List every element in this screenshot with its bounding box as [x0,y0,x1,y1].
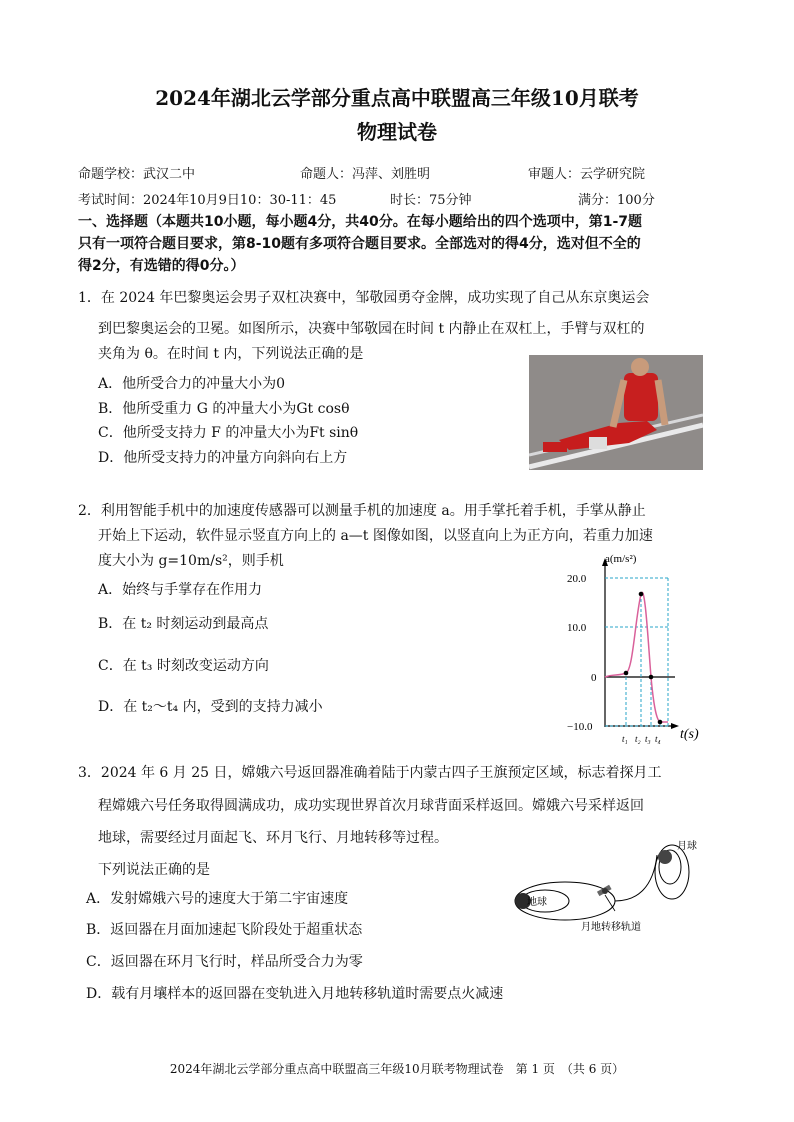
q3-line: 3．2024 年 6 月 25 日，嫦娥六号返回器准确着陆于内蒙古四子王旗预定区域，标志着探月工 [78,765,662,781]
page-footer: 2024年湖北云学部分重点高中联盟高三年级10月联考物理试卷 第 1 页 （共 6 页） [169,1062,625,1076]
q2-option-b: B．在 t₂ 时刻运动到最高点 [98,616,269,632]
x-axis-label: t(s) [680,727,699,742]
spacecraft-icon [597,885,612,896]
acceleration-curve [605,592,668,722]
y-tick: 0 [591,672,597,684]
meta-full-score: 满分：100分 [578,193,655,208]
q3-prompt: 下列说法正确的是 [98,862,210,878]
transfer-orbit-label: 月地转移轨道 [581,922,641,933]
point-t3 [649,675,654,680]
orbit-pointer [605,895,615,911]
point-t4 [658,720,663,725]
moon-label: 月球 [677,841,697,852]
q1-option-d: D．他所受支持力的冲量方向斜向右上方 [98,450,348,466]
moon-icon [658,850,672,864]
q1-option-c: C．他所受支持力 F 的冲量大小为Ft sinθ [98,425,359,441]
q2-option-c: C．在 t₃ 时刻改变运动方向 [98,658,269,674]
gymnast-illustration [529,355,703,470]
y-axis-label: a(m/s²) [605,553,637,565]
transfer-orbit [615,855,657,901]
meta-reviewer: 审题人：云学研究院 [528,167,646,182]
q3-option-a: A．发射嫦娥六号的速度大于第二宇宙速度 [86,891,349,907]
y-tick: −10.0 [567,721,593,733]
x-tick: t₃ [645,734,651,744]
section-instructions [78,211,718,277]
q1-line: 夹角为 θ。在时间 t 内，下列说法正确的是 [98,346,364,362]
point-t2 [639,592,644,597]
x-tick: t₄ [655,734,661,744]
instruction-line: 得2分，有选错的得0分。） [78,258,245,274]
x-tick: t₁ [622,734,628,744]
earth-label: 地球 [527,897,547,908]
q1-line: 到巴黎奥运会的卫冕。如图所示，决赛中邹敬园在时间 t 内静止在双杠上，手臂与双杠的 [98,321,645,337]
q2-option-d: D．在 t₂～t₄ 内，受到的支持力减小 [98,699,323,715]
gymnast-photo [529,355,703,470]
q1-option-a: A．他所受合力的冲量大小为0 [98,376,286,392]
q3-option-d: D．载有月壤样本的返回器在变轨进入月地转移轨道时需要点火减速 [86,986,504,1002]
q3-option-c: C．返回器在环月飞行时，样品所受合力为零 [86,954,363,970]
exam-title: 2024年湖北云学部分重点高中联盟高三年级10月联考 [155,86,639,110]
q2-line: 度大小为 g=10m/s²，则手机 [98,553,284,569]
q2-line: 开始上下运动，软件显示竖直方向上的 a—t 图像如图，以竖直向上为正方向，若重力加速 [98,528,653,544]
x-tick: t₂ [635,734,641,744]
instruction-line: 只有一项符合题目要求，第8-10题有多项符合题目要求。全部选对的得4分，选对但不全的 [78,236,641,252]
meta-duration: 时长：75分钟 [390,193,472,208]
meta-school: 命题学校：武汉二中 [78,167,196,182]
meta-exam-time: 考试时间：2024年10月9日10：30-11：45 [78,193,337,208]
y-tick: 10.0 [567,622,587,634]
acceleration-time-graph [565,550,715,750]
earth-moon-transfer-diagram [505,835,705,935]
q2-line: 2．利用智能手机中的加速度传感器可以测量手机的加速度 a。用手掌托着手机，手掌从静止 [78,503,646,519]
x-axis-arrow [671,723,679,729]
y-tick: 20.0 [567,573,587,585]
point-t1 [624,671,629,676]
q3-line: 地球，需要经过月面起飞、环月飞行、月地转移等过程。 [98,830,448,846]
q1-option-b: B．他所受重力 G 的冲量大小为Gt cosθ [98,401,350,417]
meta-author: 命题人：冯萍、刘胜明 [300,167,431,182]
q2-option-a: A．始终与手掌存在作用力 [98,582,263,598]
q3-option-b: B．返回器在月面加速起飞阶段处于超重状态 [86,922,363,938]
exam-subtitle: 物理试卷 [357,120,437,144]
q1-line: 1．在 2024 年巴黎奥运会男子双杠决赛中，邹敬园勇夺金牌，成功实现了自己从东京奥运会 [78,290,650,306]
q3-line: 程嫦娥六号任务取得圆满成功，成功实现世界首次月球背面采样返回。嫦娥六号采样返回 [98,798,644,814]
instruction-line: 一、选择题（本题共10小题，每小题4分，共40分。在每小题给出的四个选项中，第1-7题 [78,214,642,230]
